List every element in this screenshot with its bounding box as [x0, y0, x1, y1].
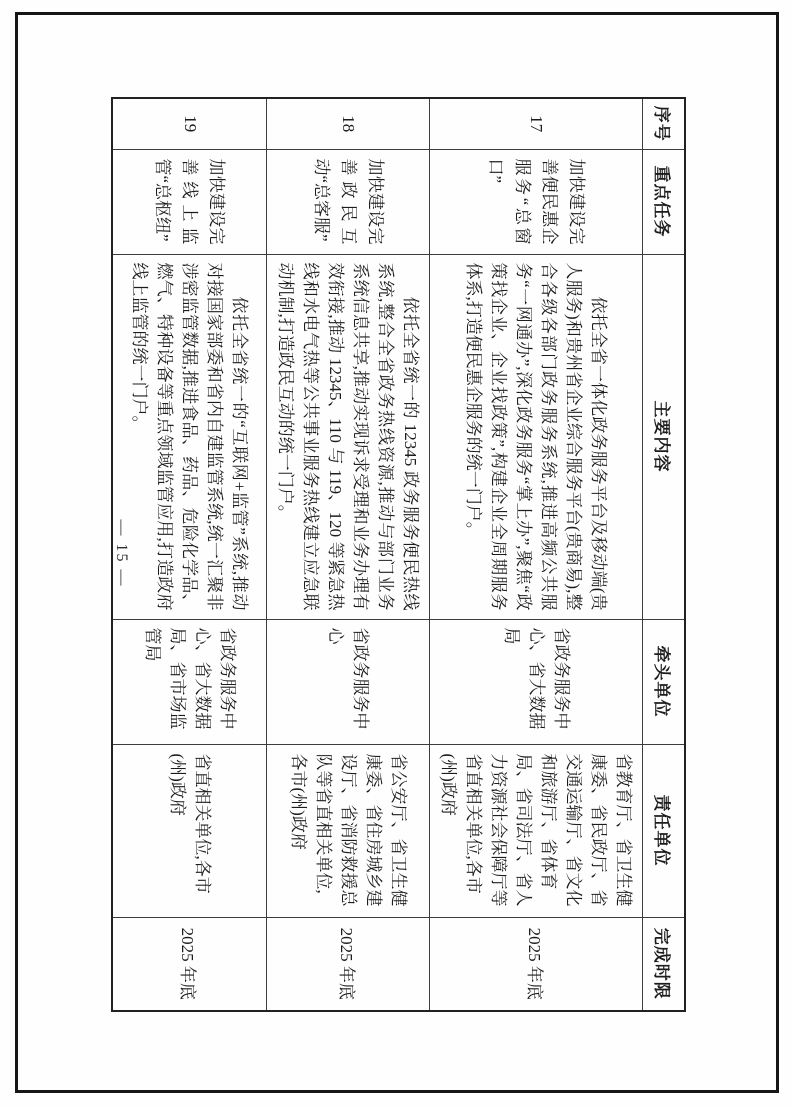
row18-main-content: 依托全省统一的 12345 政务服务便民热线系统,整合全省政务热线资源,推动与部门业务系统信息共享,推动实现诉求受理和业务办理有效衔接,推动 12345、110 与 119、120 等紧急热线和水电气热等公共事业服务热线建立应急联动机制,打造政民互动的统一门户。: [267, 254, 430, 619]
table-row-18: [267, 98, 430, 1011]
row17-responsible-unit: 省教育厅、省卫生健康委、省民政厅、省交通运输厅、省文化和旅游厅、省体育局、省司法厅、省人力资源社会保障厅等省直相关单位,各市(州)政府: [430, 744, 643, 917]
row17-lead-unit: 省政务服务中心、省大数据局: [430, 619, 643, 744]
table-header-row: [643, 98, 685, 1011]
table-row-19: [112, 98, 267, 1011]
row19-serial: 19: [112, 98, 267, 149]
row18-serial: 18: [267, 98, 430, 149]
row19-lead-unit: 省政务服务中心、省大数据局、省市场监管局: [112, 619, 267, 744]
col-header-deadline: 完成时限: [643, 917, 685, 1011]
row17-serial: 17: [430, 98, 643, 149]
col-header-key-task: 重点任务: [643, 149, 685, 254]
row18-key-task: 加快建设完善政民互动“总客服”: [267, 149, 430, 254]
row19-main-content: 依托全省统一的“互联网+监管”系统,推动对接国家部委和省内自建监管系统,统一汇聚非涉密监管数据,推进食品、药品、危险化学品、燃气、特种设备等重点领域监管应用,打造政府线上监管的统一门户。: [112, 254, 267, 619]
row17-deadline: 2025 年底: [430, 917, 643, 1011]
col-header-serial: 序号: [643, 98, 685, 149]
row18-deadline: 2025 年底: [267, 917, 430, 1011]
row17-main-content: 依托全省一体化政务服务平台及移动端(贵人服务)和贵州省企业综合服务平台(贵商易),整合各级各部门政务服务系统,推进高频公共服务“一网通办”,深化政务服务“掌上办”,聚焦“政策找企业、企业找政策”,构建企业全周期服务体系,打造便民惠企服务的统一门户。: [430, 254, 643, 619]
col-header-responsible-unit: 责任单位: [643, 744, 685, 917]
row19-key-task: 加快建设完善线上监管“总枢纽”: [112, 149, 267, 254]
action-plan-table: [111, 97, 686, 1012]
row17-key-task: 加快建设完善便民惠企服务“总窗口”: [430, 149, 643, 254]
col-header-main-content: 主要内容: [643, 254, 685, 619]
row18-lead-unit: 省政务服务中心: [267, 619, 430, 744]
row18-responsible-unit: 省公安厅、省卫生健康委、省住房城乡建设厅、省消防救援总队等省直相关单位,各市(州)政府: [267, 744, 430, 917]
table-row-17: [430, 98, 643, 1011]
row19-deadline: 2025 年底: [112, 917, 267, 1011]
page-number: — 15 —: [113, 519, 130, 588]
col-header-lead-unit: 牵头单位: [643, 619, 685, 744]
row19-responsible-unit: 省直相关单位,各市(州)政府: [112, 744, 267, 917]
